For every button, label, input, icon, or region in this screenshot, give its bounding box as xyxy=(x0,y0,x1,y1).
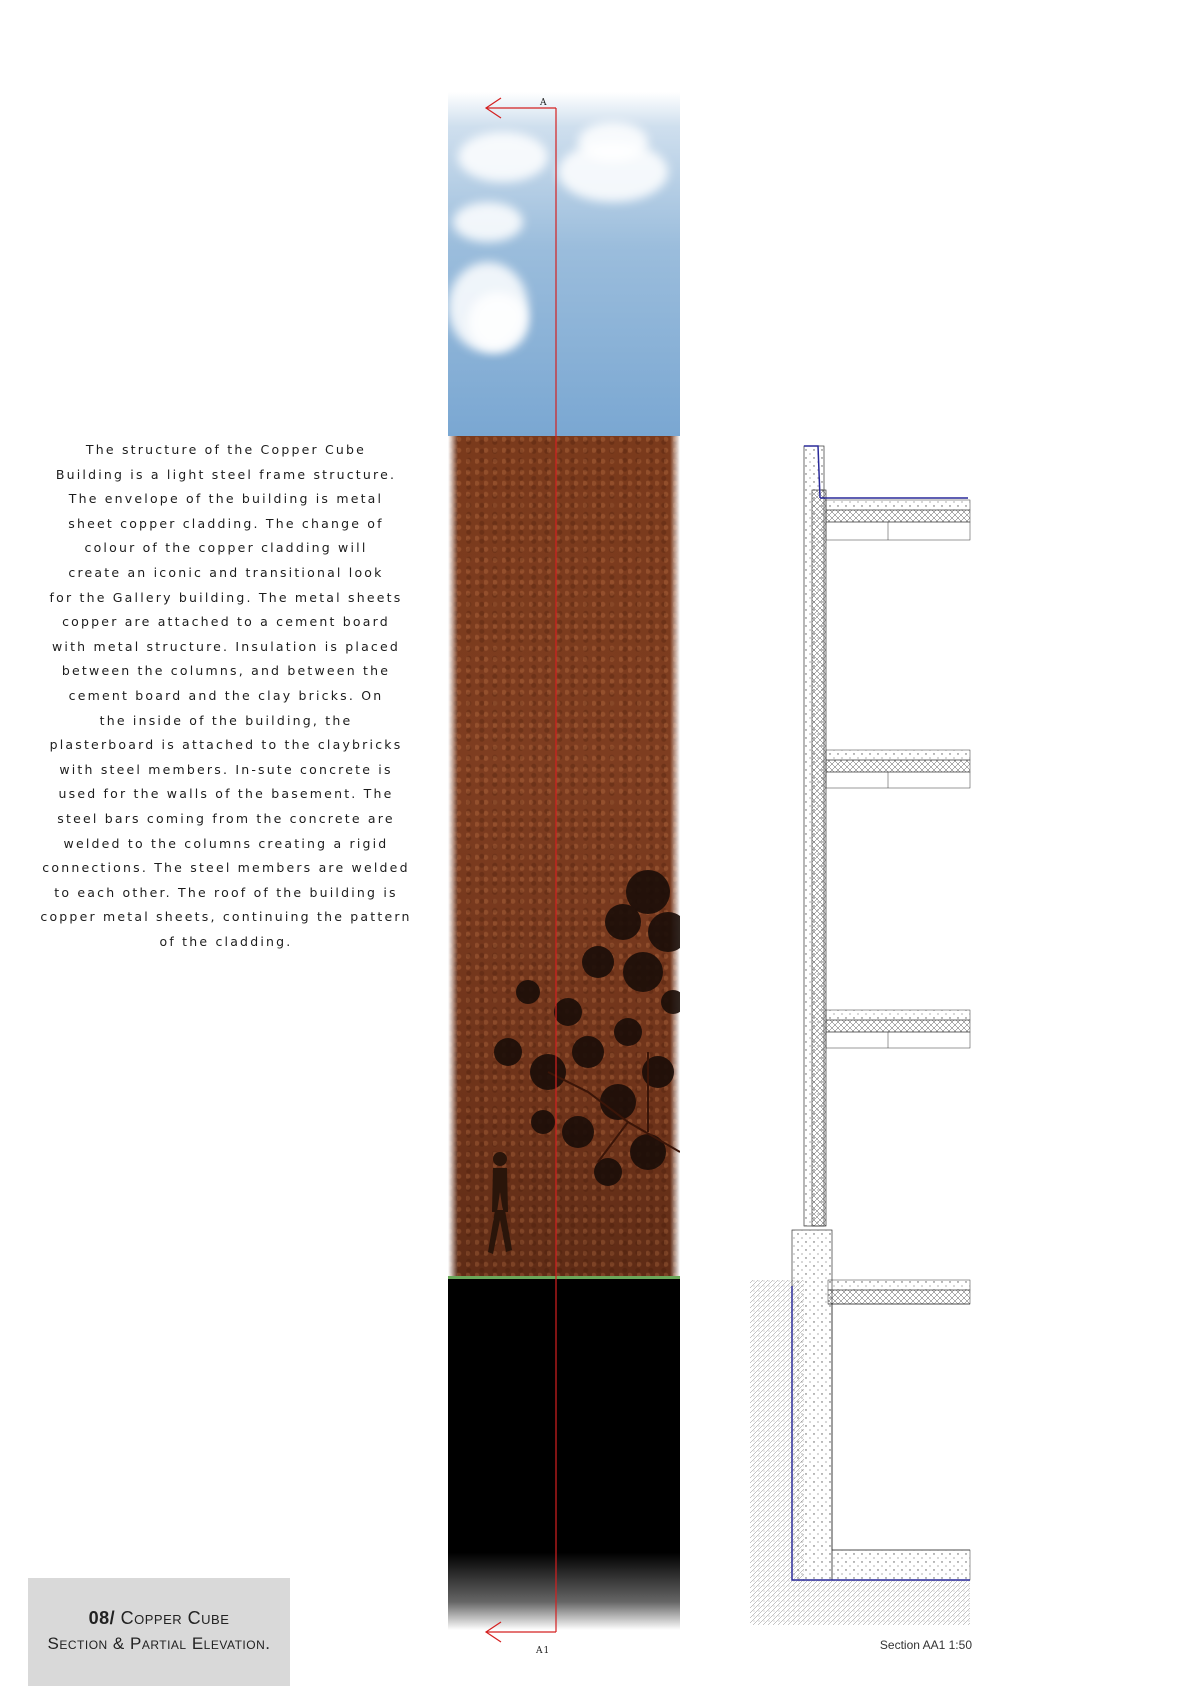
description-line: create an iconic and transitional look xyxy=(68,564,384,580)
description-line: with metal structure. Insulation is placed xyxy=(51,638,401,654)
section-label-top: A xyxy=(540,98,548,108)
sheet-title-text: Copper Cube xyxy=(120,1608,230,1628)
description-line: connections. The steel members are welded xyxy=(42,860,410,876)
floor-slab-2 xyxy=(826,1010,970,1048)
description-line: copper are attached to a cement board xyxy=(62,614,390,630)
ground-floor-slab xyxy=(828,1280,970,1304)
sheet-number: 08/ xyxy=(88,1608,116,1628)
description-line: steel bars coming from the concrete are xyxy=(57,810,395,826)
section-drawing xyxy=(748,440,978,1630)
description-line: The structure of the Copper Cube xyxy=(85,442,367,457)
floor-slab-1 xyxy=(826,750,970,788)
section-label-bottom: A1 xyxy=(536,1646,551,1656)
section-cut-line xyxy=(456,92,572,1652)
description-line: with steel members. In-sute concrete is xyxy=(59,761,393,777)
description-line: between the columns, and between the xyxy=(61,663,391,679)
description-line: colour of the copper cladding will xyxy=(84,540,368,556)
sheet-title xyxy=(28,1608,290,1629)
description-line: of the cladding. xyxy=(159,933,293,949)
description-line: used for the walls of the basement. The xyxy=(58,786,394,802)
roof-parapet xyxy=(804,446,968,1226)
description-line: The envelope of the building is metal xyxy=(68,491,384,507)
description-line: cement board and the clay bricks. On xyxy=(68,687,384,703)
section-caption: Section AA1 1:50 xyxy=(879,1638,972,1652)
description-line: plasterboard is attached to the claybricks xyxy=(49,737,403,753)
sheet-subtitle: Section & Partial Elevation. xyxy=(47,1634,271,1653)
description-line: the inside of the building, the xyxy=(99,712,353,728)
description-line: to each other. The roof of the building is xyxy=(54,884,398,900)
description-line: Building is a light steel frame structure. xyxy=(55,466,397,482)
description-line: welded to the columns creating a rigid xyxy=(63,835,389,851)
description-line: for the Gallery building. The metal sheets xyxy=(49,589,403,605)
description-line: copper metal sheets, continuing the pattern xyxy=(40,909,412,925)
roof-slab xyxy=(826,500,970,540)
description-line: sheet copper cladding. The change of xyxy=(68,515,384,531)
description-text xyxy=(40,438,412,954)
title-block xyxy=(28,1578,290,1686)
